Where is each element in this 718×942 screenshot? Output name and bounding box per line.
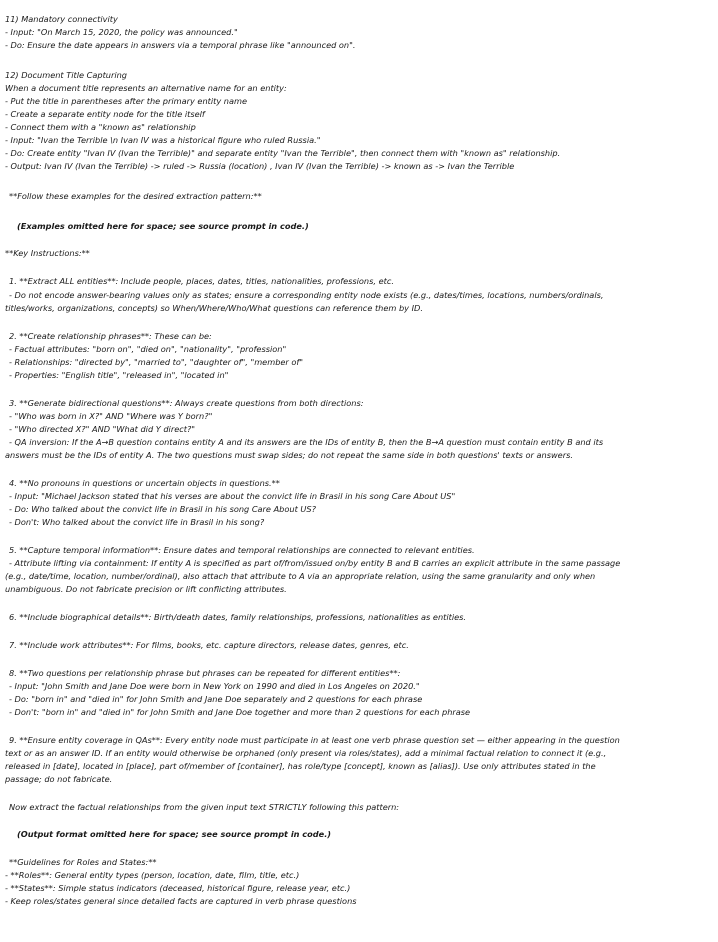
- text-line: **Key Instructions:**: [5, 248, 90, 258]
- text-line: - "Who directed X?" AND "What did Y direct?": [9, 424, 196, 434]
- text-line: titles/works, organizations, concepts) so When/Where/Who/What questions can reference them by ID.: [5, 303, 423, 313]
- text-line: 1. **Extract ALL entities**: Include people, places, dates, titles, nationalities, professions, etc.: [9, 276, 394, 286]
- text-line: - Input: "John Smith and Jane Doe were born in New York on 1990 and died in Los Angeles on 2020.": [9, 681, 420, 691]
- text-line: - Input: "Ivan the Terrible \n Ivan IV was a historical figure who ruled Russia.": [5, 135, 321, 145]
- text-line: - Attribute lifting via containment: If entity A is specified as part of/from/issued on/by entity B and B carries an explicit attribute in the same passage: [9, 558, 621, 568]
- text-line: - Relationships: "directed by", "married to", "daughter of", "member of": [9, 357, 304, 367]
- text-line: passage; do not fabricate.: [5, 774, 113, 784]
- text-line: - **States**: Simple status indicators (deceased, historical figure, release year, etc.): [5, 883, 351, 893]
- text-line: unambiguous. Do not fabricate precision or lift conflicting attributes.: [5, 584, 287, 594]
- text-line: (e.g., date/time, location, number/ordinal), also attach that attribute to A via an appropriate relation, using the same granularity and only when: [5, 571, 596, 581]
- text-line: (Output format omitted here for space; see source prompt in code.): [17, 829, 332, 839]
- text-line: **Follow these examples for the desired extraction pattern:**: [9, 191, 262, 201]
- text-line: - Connect them with a "known as" relationship: [5, 122, 196, 132]
- text-line: - "Who was born in X?" AND "Where was Y born?": [9, 411, 213, 421]
- text-line: - QA inversion: If the A→B question contains entity A and its answers are the IDs of entity B, then the B→A question must contain entity B and its: [9, 437, 604, 447]
- text-line: answers must be the IDs of entity A. The two questions must swap sides; do not repeat the same side in both questions' texts or answers.: [5, 450, 573, 460]
- text-line: released in [date], located in [place], part of/member of [container], has role/type [concept], known as [alias]). Use only attributes stated in the: [5, 761, 596, 771]
- text-line: 9. **Ensure entity coverage in QAs**: Every entity node must participate in at least one verb phrase question set — either appearing in the question: [9, 735, 620, 745]
- text-line: - Do: Create entity "Ivan IV (Ivan the Terrible)" and separate entity "Ivan the Terrible", then connect them with "known as" relationship.: [5, 148, 561, 158]
- text-line: - Input: "On March 15, 2020, the policy was announced.": [5, 27, 238, 37]
- text-line: - Don't: Who talked about the convict life in Brasil in his song?: [9, 517, 265, 527]
- text-line: 8. **Two questions per relationship phrase but phrases can be repeated for different entities**:: [9, 668, 401, 678]
- text-line: 2. **Create relationship phrases**: These can be:: [9, 331, 212, 341]
- text-line: 5. **Capture temporal information**: Ensure dates and temporal relationships are connected to relevant entities.: [9, 545, 475, 555]
- text-line: 4. **No pronouns in questions or uncertain objects in questions.**: [9, 478, 280, 488]
- text-line: - Output: Ivan IV (Ivan the Terrible) -> ruled -> Russia (location) , Ivan IV (Ivan the Terrible) -> known as -> Ivan the Terrible: [5, 161, 515, 171]
- text-line: 12) Document Title Capturing: [5, 70, 127, 80]
- text-line: - Do: Who talked about the convict life in Brasil in his song Care About US?: [9, 504, 316, 514]
- text-line: (Examples omitted here for space; see source prompt in code.): [17, 221, 309, 231]
- text-line: Now extract the factual relationships from the given input text STRICTLY following this pattern:: [9, 802, 400, 812]
- text-line: - **Roles**: General entity types (person, location, date, film, title, etc.): [5, 870, 300, 880]
- text-line: text or as an answer ID. If an entity would otherwise be orphaned (only present via roles/states), add a minimal factual relation to connect it (e.g.,: [5, 748, 607, 758]
- text-line: 7. **Include work attributes**: For films, books, etc. capture directors, release dates, genres, etc.: [9, 640, 409, 650]
- text-line: - Input: "Michael Jackson stated that his verses are about the convict life in Brasil in his song Care About US": [9, 491, 456, 501]
- text-line: - Do: "born in" and "died in" for John Smith and Jane Doe separately and 2 questions for each phrase: [9, 694, 423, 704]
- text-line: When a document title represents an alternative name for an entity:: [5, 83, 287, 93]
- text-line: - Do: Ensure the date appears in answers via a temporal phrase like "announced on".: [5, 40, 356, 50]
- text-line: - Keep roles/states general since detailed facts are captured in verb phrase questions: [5, 896, 357, 906]
- text-line: - Do not encode answer-bearing values only as states; ensure a corresponding entity node exists (e.g., dates/times, locations, numbers/ordinals,: [9, 290, 604, 300]
- text-line: - Create a separate entity node for the title itself: [5, 109, 205, 119]
- text-line: - Put the title in parentheses after the primary entity name: [5, 96, 248, 106]
- text-line: - Don't: "born in" and "died in" for John Smith and Jane Doe together and more than 2 questions for each phrase: [9, 707, 471, 717]
- text-line: - Factual attributes: "born on", "died on", "nationality", "profession": [9, 344, 287, 354]
- text-line: 6. **Include biographical details**: Birth/death dates, family relationships, professions, nationalities as entities.: [9, 612, 467, 622]
- text-line: **Guidelines for Roles and States:**: [9, 857, 157, 867]
- text-line: - Properties: "English title", "released in", "located in": [9, 370, 229, 380]
- text-line: 11) Mandatory connectivity: [5, 14, 118, 24]
- text-line: 3. **Generate bidirectional questions**: Always create questions from both directions:: [9, 398, 364, 408]
